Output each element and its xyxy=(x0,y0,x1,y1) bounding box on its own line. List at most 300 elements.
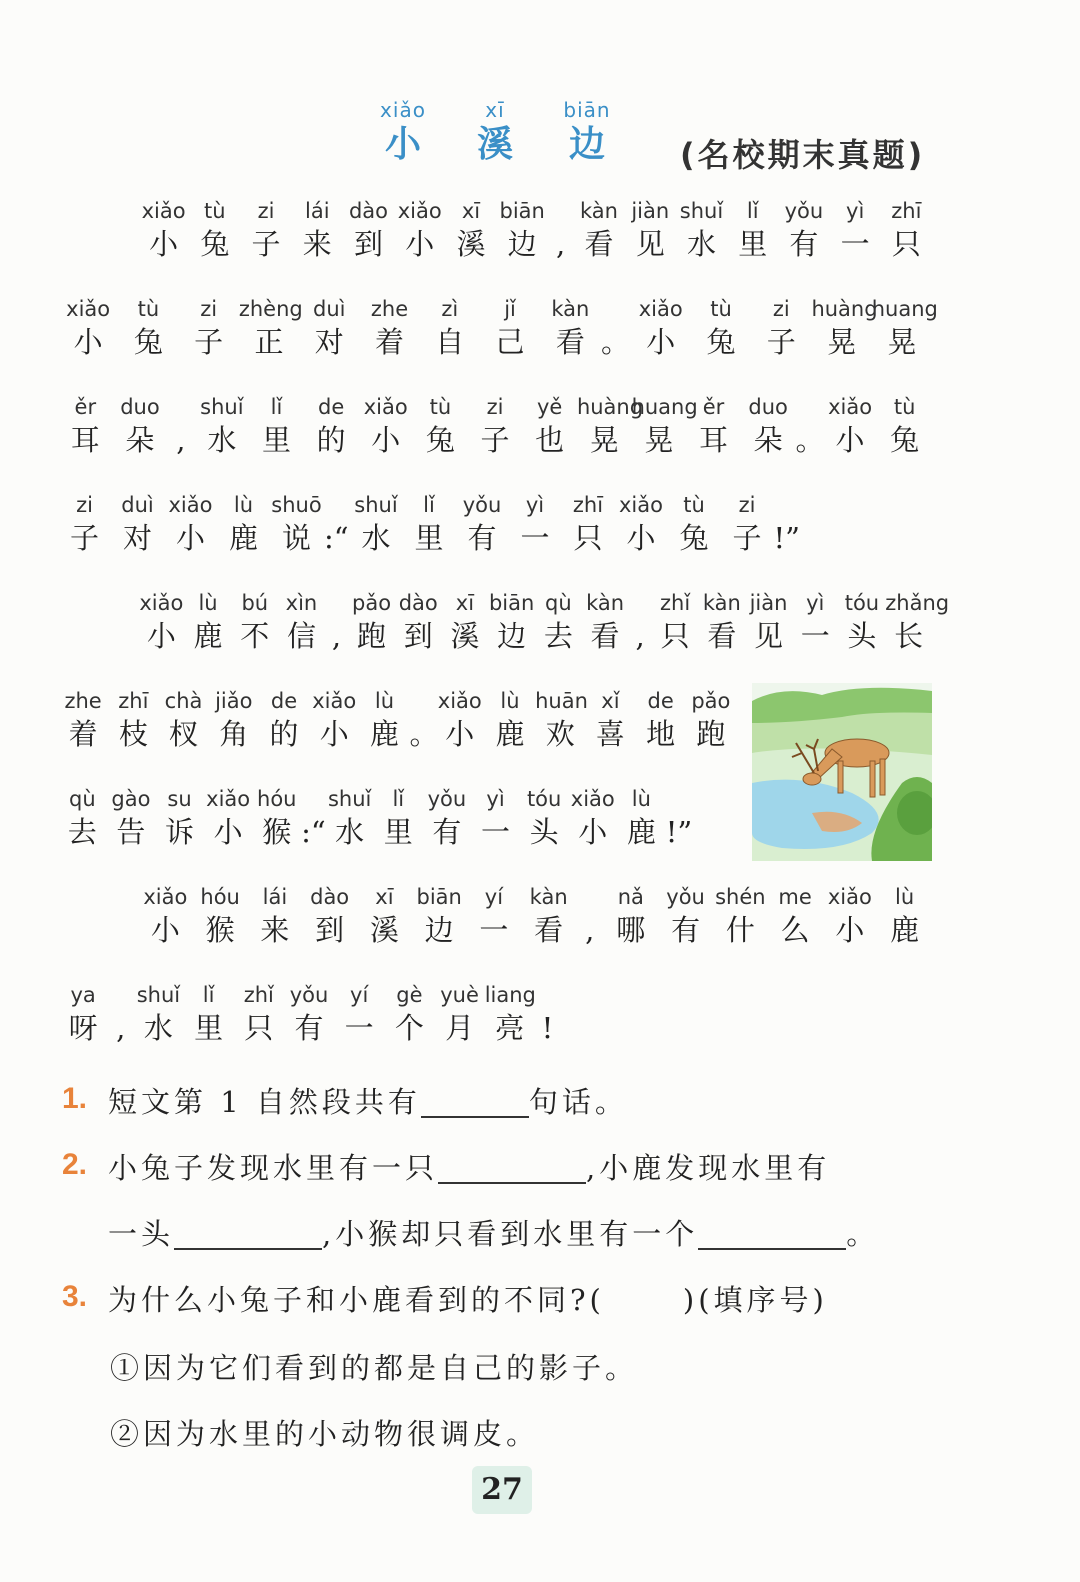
pinyin-char xyxy=(582,590,629,656)
hanzi: , xyxy=(555,227,566,261)
pinyin: zhī xyxy=(572,493,604,517)
pinyin-char xyxy=(751,296,811,362)
pinyin xyxy=(323,492,350,518)
passage-line xyxy=(138,590,950,660)
hanzi: 月 xyxy=(445,1011,475,1045)
hanzi: 小 xyxy=(405,227,435,261)
pinyin-char xyxy=(617,786,666,852)
punctuation xyxy=(409,688,439,754)
hanzi: 子 xyxy=(251,227,281,261)
pinyin: zhǎng xyxy=(885,591,950,615)
pinyin-char xyxy=(585,688,635,754)
pinyin-char xyxy=(350,492,403,558)
punctuation xyxy=(774,492,801,558)
pinyin: lǐ xyxy=(746,199,759,223)
question-2-text: 。 xyxy=(846,1217,880,1251)
pinyin: yě xyxy=(536,395,563,419)
hanzi: 小 xyxy=(835,423,865,457)
question-1-number: 1. xyxy=(62,1082,88,1115)
pinyin-char xyxy=(442,590,489,656)
pinyin: hóu xyxy=(200,885,240,909)
pinyin-char xyxy=(204,786,253,852)
pinyin-char xyxy=(384,982,434,1048)
pinyin-char xyxy=(522,394,577,460)
hanzi: 。 xyxy=(409,717,439,751)
hanzi: 一 xyxy=(800,619,830,653)
answer-blank[interactable] xyxy=(174,1218,322,1250)
pinyin: shuō xyxy=(271,493,322,517)
pinyin: zhèng xyxy=(238,297,303,321)
pinyin-char xyxy=(158,688,208,754)
page-number: 27 xyxy=(472,1466,532,1514)
hanzi: 水 xyxy=(143,1011,173,1045)
pinyin-char xyxy=(359,688,409,754)
hanzi: 晃 xyxy=(644,423,674,457)
punctuation xyxy=(548,198,574,264)
pinyin xyxy=(576,884,603,910)
pinyin-char xyxy=(652,590,699,656)
question-3-number: 3. xyxy=(62,1280,88,1313)
pinyin-char xyxy=(238,296,303,362)
pinyin: tù xyxy=(893,395,916,419)
hanzi: 兔 xyxy=(679,521,709,555)
hanzi: 小 xyxy=(371,423,401,457)
pinyin: zhǐ xyxy=(660,591,691,615)
hanzi: 子 xyxy=(766,325,796,359)
hanzi: 一 xyxy=(840,227,870,261)
hanzi: , xyxy=(635,619,645,653)
hanzi: 看 xyxy=(707,619,737,653)
pinyin xyxy=(795,394,822,420)
hanzi: 见 xyxy=(754,619,784,653)
pinyin: xiǎo xyxy=(139,591,184,615)
hanzi: 小 xyxy=(578,815,608,849)
pinyin-char xyxy=(435,688,485,754)
hanzi: 角 xyxy=(219,717,249,751)
title-source-tag: (名校期末真题) xyxy=(680,136,926,174)
punctuation xyxy=(323,492,350,558)
pinyin: dào xyxy=(348,199,389,223)
hanzi: 里 xyxy=(414,521,444,555)
hanzi: 着 xyxy=(375,325,405,359)
pinyin: tóu xyxy=(526,787,562,811)
pinyin: xī xyxy=(461,199,481,223)
hanzi: 耳 xyxy=(70,423,100,457)
hanzi: 朵 xyxy=(125,423,155,457)
pinyin: dào xyxy=(398,591,438,615)
pinyin-char xyxy=(348,590,395,656)
pinyin-char xyxy=(58,394,113,460)
pinyin: duì xyxy=(312,297,346,321)
pinyin: yì xyxy=(486,787,505,811)
pinyin: xiǎo xyxy=(827,885,872,909)
pinyin-char xyxy=(217,492,270,558)
pinyin-char xyxy=(138,590,185,656)
pinyin-char xyxy=(823,394,878,460)
passage-line xyxy=(138,884,932,954)
hanzi: :“ xyxy=(323,521,349,555)
hanzi: 小 xyxy=(213,815,243,849)
pinyin: huàng xyxy=(576,395,644,419)
pinyin: zi xyxy=(486,395,504,419)
question-2-text: 一头 xyxy=(108,1217,175,1251)
hanzi: 小 xyxy=(835,913,865,947)
pinyin-char xyxy=(839,590,886,656)
hanzi: 一 xyxy=(520,521,550,555)
hanzi: 晃 xyxy=(589,423,619,457)
deer-illustration xyxy=(752,683,932,861)
pinyin: nǎ xyxy=(617,885,644,909)
pinyin-char xyxy=(184,982,234,1048)
pinyin xyxy=(325,590,348,616)
hanzi: 子 xyxy=(194,325,224,359)
pinyin-char xyxy=(252,786,301,852)
question-2-text: ,小猴却只看到水里有一个 xyxy=(322,1217,699,1251)
option-2: ②因为水里的小动物很调皮。 xyxy=(110,1417,540,1451)
pinyin xyxy=(167,394,194,420)
pinyin xyxy=(666,786,690,812)
pinyin-char xyxy=(871,296,938,362)
pinyin-char xyxy=(304,394,359,460)
pinyin: xiǎo xyxy=(66,297,111,321)
title-pinyin: biān xyxy=(563,98,611,122)
pinyin-char xyxy=(155,786,204,852)
pinyin-char xyxy=(636,688,686,754)
pinyin: tóu xyxy=(844,591,880,615)
hanzi: 枝 xyxy=(118,717,148,751)
question-2-line-1 xyxy=(108,1146,830,1187)
pinyin-char xyxy=(471,786,520,852)
hanzi: 。 xyxy=(601,325,631,359)
hanzi: 来 xyxy=(260,913,290,947)
passage-line xyxy=(58,786,693,856)
hanzi: 头 xyxy=(529,815,559,849)
pinyin-char xyxy=(164,492,217,558)
pinyin: zhe xyxy=(370,297,409,321)
pinyin: jiǎo xyxy=(215,689,253,713)
pinyin: kàn xyxy=(580,199,618,223)
pinyin-char xyxy=(278,590,325,656)
pinyin-char xyxy=(721,492,774,558)
punctuation xyxy=(325,590,348,656)
hanzi: 亮 xyxy=(495,1011,525,1045)
pinyin xyxy=(410,688,435,714)
hanzi: 一 xyxy=(481,815,511,849)
hanzi: 自 xyxy=(435,325,465,359)
hanzi: 兔 xyxy=(133,325,163,359)
hanzi: 猴 xyxy=(262,815,292,849)
pinyin-char xyxy=(445,198,496,264)
pinyin: xiǎo xyxy=(619,493,663,517)
pinyin: lǐ xyxy=(270,395,283,419)
passage-line xyxy=(58,492,800,562)
pinyin-char xyxy=(394,198,445,264)
pinyin: yí xyxy=(484,885,504,909)
hanzi: 鹿 xyxy=(890,913,920,947)
pinyin-char xyxy=(302,884,357,950)
pinyin: kàn xyxy=(551,297,590,321)
hanzi: 有 xyxy=(789,227,819,261)
hanzi: 小 xyxy=(646,325,676,359)
pinyin xyxy=(108,982,133,1008)
hanzi: 地 xyxy=(646,717,676,751)
pinyin-char xyxy=(576,394,644,460)
hanzi: 。 xyxy=(795,423,825,457)
hanzi: 头 xyxy=(847,619,877,653)
hanzi: 子 xyxy=(732,521,762,555)
question-1-text: 短文第 1 自然段共有 xyxy=(108,1085,421,1119)
pinyin-char xyxy=(540,296,600,362)
punctuation xyxy=(301,786,325,852)
pinyin: huàng xyxy=(811,297,878,321)
hanzi: 个 xyxy=(394,1011,424,1045)
hanzi: 晃 xyxy=(827,325,857,359)
pinyin-char xyxy=(58,982,108,1048)
pinyin-char xyxy=(374,786,423,852)
hanzi: 朵 xyxy=(753,423,783,457)
hanzi: 告 xyxy=(116,815,146,849)
hanzi: 小 xyxy=(319,717,349,751)
pinyin xyxy=(774,492,801,518)
pinyin-char xyxy=(811,296,878,362)
pinyin-char xyxy=(259,688,309,754)
pinyin-char xyxy=(686,688,736,754)
pinyin: xiǎo xyxy=(141,199,186,223)
passage-line xyxy=(58,296,938,366)
pinyin: lái xyxy=(305,199,330,223)
pinyin: lǐ xyxy=(202,983,215,1007)
pinyin: duì xyxy=(121,493,154,517)
pinyin-char xyxy=(179,296,239,362)
hanzi: 溪 xyxy=(456,227,486,261)
punctuation xyxy=(535,982,560,1048)
hanzi: 兔 xyxy=(706,325,736,359)
pinyin: tù xyxy=(429,395,452,419)
title-char xyxy=(542,98,632,166)
hanzi: 鹿 xyxy=(228,521,258,555)
pinyin-char xyxy=(185,590,232,656)
hanzi: , xyxy=(176,423,186,457)
pinyin: lǐ xyxy=(392,787,405,811)
pinyin-char xyxy=(435,982,485,1048)
pinyin-char xyxy=(299,296,359,362)
pinyin-char xyxy=(603,884,658,950)
pinyin-char xyxy=(668,492,721,558)
answer-blank[interactable] xyxy=(421,1086,529,1118)
question-1-suffix: 句话。 xyxy=(528,1085,628,1119)
hanzi: 鹿 xyxy=(193,619,223,653)
pinyin: ěr xyxy=(702,395,725,419)
pinyin-char xyxy=(334,982,384,1048)
hanzi: 只 xyxy=(573,521,603,555)
pinyin-char xyxy=(195,394,250,460)
pinyin: dào xyxy=(310,885,350,909)
pinyin: xī xyxy=(455,591,475,615)
pinyin-char xyxy=(658,884,713,950)
hanzi: ! xyxy=(541,1011,554,1045)
pinyin-char xyxy=(509,492,562,558)
hanzi: 水 xyxy=(207,423,237,457)
pinyin-char xyxy=(778,198,829,264)
title-char xyxy=(450,98,540,166)
hanzi: 水 xyxy=(335,815,365,849)
pinyin-char xyxy=(138,198,189,264)
pinyin: zì xyxy=(441,297,459,321)
title-hanzi: 溪 xyxy=(476,123,513,165)
pinyin-char xyxy=(248,884,303,950)
pinyin: xiǎo xyxy=(828,395,873,419)
pinyin-char xyxy=(535,590,582,656)
pinyin-char xyxy=(676,198,727,264)
hanzi: 的 xyxy=(269,717,299,751)
pinyin: su xyxy=(167,787,192,811)
pinyin: duo xyxy=(120,395,160,419)
pinyin: de xyxy=(318,395,345,419)
hanzi: 着 xyxy=(68,717,98,751)
hanzi: 鹿 xyxy=(626,815,656,849)
pinyin-char xyxy=(822,884,877,950)
hanzi: 到 xyxy=(315,913,345,947)
pinyin-char xyxy=(118,296,178,362)
hanzi: 有 xyxy=(432,815,462,849)
pinyin-char xyxy=(830,198,881,264)
pinyin-char xyxy=(111,492,164,558)
hanzi: 里 xyxy=(261,423,291,457)
pinyin: ya xyxy=(70,983,96,1007)
pinyin: zhe xyxy=(64,689,102,713)
passage-line xyxy=(58,688,736,758)
pinyin-char xyxy=(292,198,343,264)
hanzi: :“ xyxy=(301,815,326,849)
pinyin xyxy=(548,198,574,224)
hanzi: 只 xyxy=(244,1011,274,1045)
pinyin xyxy=(301,786,325,812)
pinyin: tù xyxy=(710,297,732,321)
answer-blank[interactable] xyxy=(698,1218,846,1250)
hanzi: 欢 xyxy=(545,717,575,751)
pinyin-char xyxy=(521,884,576,950)
pinyin: tù xyxy=(683,493,705,517)
pinyin: xiǎo xyxy=(168,493,213,517)
hanzi: 里 xyxy=(738,227,768,261)
passage-line xyxy=(138,198,932,268)
hanzi: 小 xyxy=(73,325,103,359)
pinyin: huang xyxy=(871,297,938,321)
pinyin: zi xyxy=(76,493,93,517)
pinyin-char xyxy=(58,492,111,558)
pinyin-char xyxy=(881,198,932,264)
hanzi: 去 xyxy=(543,619,573,653)
pinyin xyxy=(628,590,651,616)
hanzi: 见 xyxy=(635,227,665,261)
hanzi: , xyxy=(585,913,595,947)
pinyin: xǐ xyxy=(601,689,620,713)
pinyin: jiàn xyxy=(749,591,788,615)
pinyin-char xyxy=(877,884,932,950)
hanzi: 耳 xyxy=(698,423,728,457)
pinyin: de xyxy=(647,689,674,713)
pinyin: yì xyxy=(846,199,865,223)
hanzi: 水 xyxy=(686,227,716,261)
hanzi: 来 xyxy=(302,227,332,261)
hanzi: 说 xyxy=(281,521,311,555)
pinyin-char xyxy=(520,786,569,852)
hanzi: 小 xyxy=(445,717,475,751)
hanzi: 呀 xyxy=(68,1011,98,1045)
pinyin: jǐ xyxy=(504,297,516,321)
hanzi: 边 xyxy=(497,619,527,653)
pinyin-char xyxy=(359,296,419,362)
hanzi: 也 xyxy=(535,423,565,457)
hanzi: 一 xyxy=(344,1011,374,1045)
hanzi: 只 xyxy=(891,227,921,261)
pinyin: zi xyxy=(772,297,790,321)
title-pinyin: xiǎo xyxy=(380,98,426,122)
pinyin-char xyxy=(58,786,107,852)
hanzi: 小 xyxy=(175,521,205,555)
answer-blank[interactable] xyxy=(438,1152,586,1184)
pinyin-char xyxy=(698,590,745,656)
hanzi: 边 xyxy=(424,913,454,947)
pinyin-char xyxy=(485,982,535,1048)
hanzi: 喜 xyxy=(595,717,625,751)
pinyin: yuè xyxy=(440,983,479,1007)
hanzi: 兔 xyxy=(200,227,230,261)
hanzi: 到 xyxy=(353,227,383,261)
hanzi: 子 xyxy=(480,423,510,457)
pinyin: xiǎo xyxy=(206,787,251,811)
hanzi: 看 xyxy=(590,619,620,653)
pinyin xyxy=(535,982,560,1008)
pinyin-char xyxy=(58,296,118,362)
pinyin: zi xyxy=(257,199,275,223)
pinyin: xiǎo xyxy=(397,199,442,223)
pinyin: tù xyxy=(204,199,226,223)
pinyin-char xyxy=(745,590,792,656)
hanzi: 看 xyxy=(584,227,614,261)
pinyin-char xyxy=(488,590,535,656)
passage-line xyxy=(58,394,932,464)
hanzi: 溪 xyxy=(369,913,399,947)
pinyin: gè xyxy=(396,983,423,1007)
pinyin: shuǐ xyxy=(136,983,181,1007)
pinyin-char xyxy=(768,884,823,950)
option-1: ①因为它们看到的都是自己的影子。 xyxy=(110,1351,639,1385)
hanzi: 跑 xyxy=(696,717,726,751)
pinyin-char xyxy=(423,786,472,852)
pinyin: liang xyxy=(484,983,536,1007)
hanzi: 什 xyxy=(725,913,755,947)
pinyin: qù xyxy=(68,787,96,811)
pinyin: kàn xyxy=(586,591,625,615)
punctuation xyxy=(665,786,693,852)
pinyin-char xyxy=(573,198,624,264)
hanzi: 对 xyxy=(314,325,344,359)
hanzi: 对 xyxy=(122,521,152,555)
pinyin: shuǐ xyxy=(327,787,372,811)
pinyin-char xyxy=(270,492,323,558)
pinyin: yǒu xyxy=(784,199,824,223)
pinyin: xiǎo xyxy=(363,395,408,419)
pinyin-char xyxy=(885,590,950,656)
pinyin: zi xyxy=(200,297,218,321)
hanzi: 长 xyxy=(894,619,924,653)
pinyin: lù xyxy=(233,493,254,517)
pinyin: huang xyxy=(631,395,698,419)
pinyin: yǒu xyxy=(666,885,705,909)
title-hanzi: 边 xyxy=(568,123,605,165)
hanzi: 鹿 xyxy=(495,717,525,751)
